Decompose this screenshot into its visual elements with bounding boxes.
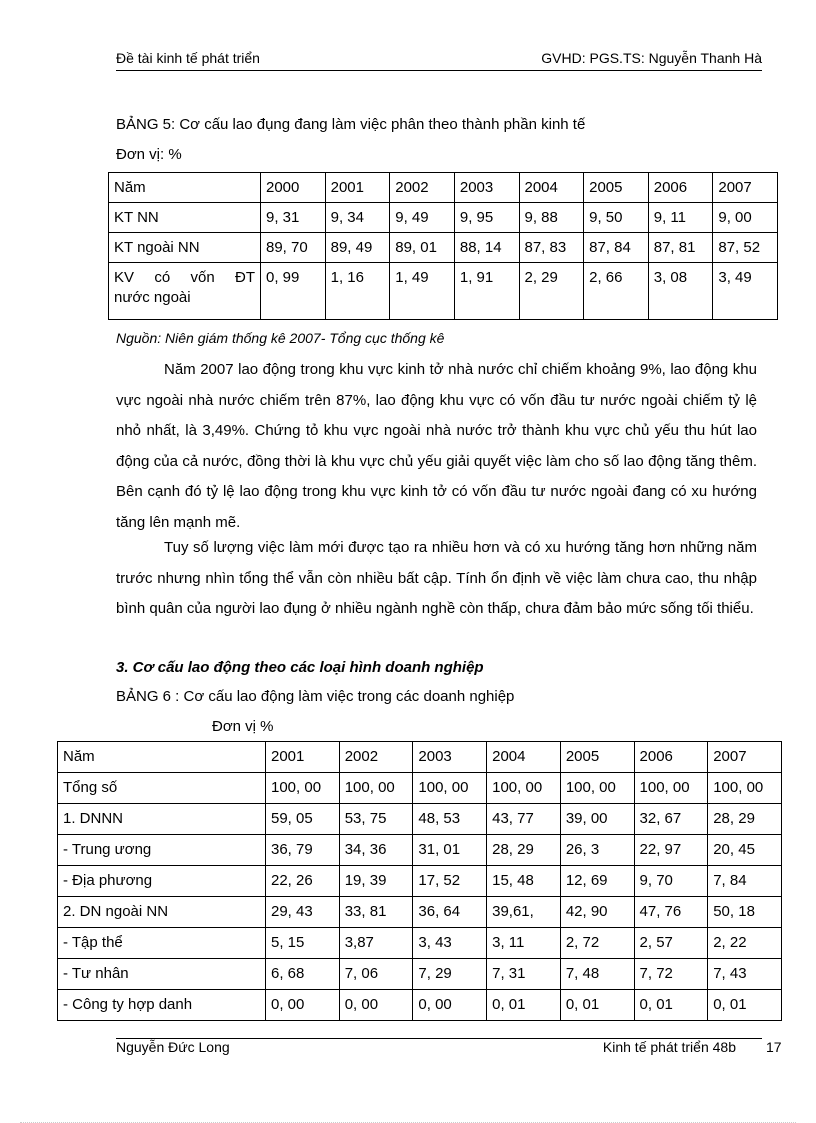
table-cell: 47, 76 [634,897,708,928]
table-cell: 2001 [266,742,340,773]
table-row [58,835,782,866]
table-row [58,773,782,804]
table-cell: 3, 43 [413,928,487,959]
table-row [58,959,782,990]
table5 [108,172,778,320]
page-footer [116,1038,782,1059]
table-cell: 9, 95 [454,203,519,233]
table-cell: 3, 08 [648,263,713,320]
table-cell: 6, 68 [266,959,340,990]
paragraph-1: Năm 2007 lao động trong khu vực kinh tở nhà nước chỉ chiếm khoảng 9%, lao động khu vực ngoài nhà nước chiếm trên 87%, lao động khu vực có vốn đầu tư nước ngoài chiếm tỷ lệ nhỏ nhất, là 3,49%. Chứng tỏ khu vực ngoài nhà nước trở thành khu vực chủ yếu thu hút lao động của cả nước, đồng thời là khu vực chủ yếu giải quyết việc làm cho số lao động tăng thêm. Bên cạnh đó tỷ lệ lao động trong khu vực kinh tở có vốn đầu tư nước ngoài đang có xu hướng tăng lên mạnh mẽ. [116,361,757,531]
table-cell: 48, 53 [413,804,487,835]
table-cell: 39,61, [487,897,561,928]
table-cell: 34, 36 [339,835,413,866]
table-cell: 1, 16 [325,263,390,320]
table-cell: 2002 [339,742,413,773]
table-cell: 2005 [560,742,634,773]
table-cell: 33, 81 [339,897,413,928]
table-header-row [58,742,782,773]
table-cell: 100, 00 [634,773,708,804]
table-row [109,233,778,263]
table-cell: 42, 90 [560,897,634,928]
table-cell: 19, 39 [339,866,413,897]
table-cell: 2002 [390,173,455,203]
footer-author: Nguyễn Đức Long [116,1039,230,1055]
table-row [58,928,782,959]
table-cell: 0, 99 [261,263,326,320]
table5-caption: BẢNG 5: Cơ cấu lao đụng đang làm việc phân theo thành phần kinh tế [116,116,586,133]
table-cell: - Địa phương [58,866,266,897]
label-word: vốn [190,269,215,286]
table-cell: 1, 49 [390,263,455,320]
table5-source: Nguồn: Niên giám thống kê 2007- Tổng cục thống kê [116,330,445,346]
table-cell: 22, 26 [266,866,340,897]
header-title: Đề tài kinh tế phát triển [116,50,260,66]
table-cell: 3, 49 [713,263,778,320]
table-cell: 2, 72 [560,928,634,959]
table-cell: 2003 [413,742,487,773]
footer-course: Kinh tế phát triển 48b [602,1039,736,1055]
table-cell: 88, 14 [454,233,519,263]
table-cell: 87, 83 [519,233,584,263]
table-cell: 0, 01 [708,990,782,1021]
table-cell: KT NN [109,203,261,233]
table-cell: 87, 52 [713,233,778,263]
table-row [58,804,782,835]
table-cell: 9, 00 [713,203,778,233]
table-cell: 32, 67 [634,804,708,835]
table-cell: 28, 29 [708,804,782,835]
label-word: ĐT [234,269,255,286]
table-cell: 7, 84 [708,866,782,897]
table-cell: 100, 00 [708,773,782,804]
table-cell: 87, 84 [584,233,649,263]
section-heading: 3. Cơ cấu lao động theo các loại hình doanh nghiệp [116,659,484,676]
table-cell: 9, 49 [390,203,455,233]
table-cell: 100, 00 [339,773,413,804]
table-cell: - Trung ương [58,835,266,866]
table-cell: 100, 00 [413,773,487,804]
table-cell: 1. DNNN [58,804,266,835]
table-cell: Năm [58,742,266,773]
table-cell: 2. DN ngoài NN [58,897,266,928]
table-cell: - Công ty hợp danh [58,990,266,1021]
table-cell: 3, 11 [487,928,561,959]
table-cell: 100, 00 [560,773,634,804]
page-number: 17 [766,1039,782,1055]
table-cell: 2006 [648,173,713,203]
table-cell: 2003 [454,173,519,203]
table-cell: 89, 49 [325,233,390,263]
table-cell: 89, 70 [261,233,326,263]
table-cell: 43, 77 [487,804,561,835]
table-cell: 0, 01 [634,990,708,1021]
table-cell: Năm [109,173,261,203]
table-cell: 9, 31 [261,203,326,233]
fdi-label-line1 [114,268,255,288]
table-cell: 59, 05 [266,804,340,835]
table-row [58,897,782,928]
table-cell: 2000 [261,173,326,203]
table-cell: 7, 48 [560,959,634,990]
table-cell: 100, 00 [487,773,561,804]
fdi-label-line2: nước ngoài [114,289,191,306]
table-cell: 31, 01 [413,835,487,866]
table-cell: 3,87 [339,928,413,959]
table-cell: 0, 01 [560,990,634,1021]
label-word: có [154,269,171,286]
table-header-row [109,173,778,203]
table-cell: 2004 [519,173,584,203]
table-cell: 9, 34 [325,203,390,233]
table-cell: 50, 18 [708,897,782,928]
table-cell: 2005 [584,173,649,203]
table-cell: 39, 00 [560,804,634,835]
table-cell: 2001 [325,173,390,203]
header-advisor: GVHD: PGS.TS: Nguyễn Thanh Hà [541,50,762,66]
page-header [116,50,762,71]
label-word: KV [114,269,135,286]
table-cell: 9, 70 [634,866,708,897]
table-cell: 36, 79 [266,835,340,866]
table-cell: 29, 43 [266,897,340,928]
table-cell: 7, 31 [487,959,561,990]
table-cell: 2, 66 [584,263,649,320]
table-cell: 2004 [487,742,561,773]
table-cell: 36, 64 [413,897,487,928]
table-cell: 0, 00 [413,990,487,1021]
table-cell: 7, 29 [413,959,487,990]
table-cell: 7, 72 [634,959,708,990]
table-cell: 0, 00 [266,990,340,1021]
table-cell-fdi-label [109,263,261,320]
table-cell: 2007 [713,173,778,203]
table-cell: 15, 48 [487,866,561,897]
table-cell: 0, 01 [487,990,561,1021]
table-cell: 2, 57 [634,928,708,959]
table-cell: 0, 00 [339,990,413,1021]
table-cell: 9, 50 [584,203,649,233]
table-cell: 22, 97 [634,835,708,866]
table-cell: 7, 43 [708,959,782,990]
table-cell: 26, 3 [560,835,634,866]
table-cell: Tổng số [58,773,266,804]
table-cell: 2, 22 [708,928,782,959]
table5-unit: Đơn vị: % [116,146,182,163]
table-cell: 87, 81 [648,233,713,263]
table-cell: 5, 15 [266,928,340,959]
table-row [109,203,778,233]
table-cell: - Tập thể [58,928,266,959]
table-cell: 12, 69 [560,866,634,897]
paragraph-2: Tuy số lượng việc làm mới được tạo ra nhiều hơn và có xu hướng tăng hơn những năm trước nhưng nhìn tổng thể vẫn còn nhiều bất cập. Tính ổn định về việc làm chưa cao, thu nhập bình quân của người lao đụng ở nhiều ngành nghề còn thấp, chưa đảm bảo mức sống tối thiểu. [116,539,757,617]
table-cell: 89, 01 [390,233,455,263]
table-cell: 9, 88 [519,203,584,233]
table-cell: 9, 11 [648,203,713,233]
table6-caption: BẢNG 6 : Cơ cấu lao động làm việc trong các doanh nghiệp [116,688,515,705]
table-cell: 53, 75 [339,804,413,835]
table-cell: 100, 00 [266,773,340,804]
table-cell: KT ngoài NN [109,233,261,263]
table-cell: 28, 29 [487,835,561,866]
table-cell: 7, 06 [339,959,413,990]
table-cell: 2007 [708,742,782,773]
table-row [109,263,778,320]
table6 [57,741,782,1021]
table-cell: 2, 29 [519,263,584,320]
table-cell: 1, 91 [454,263,519,320]
table-cell: 2006 [634,742,708,773]
table-row [58,990,782,1021]
table-cell: 17, 52 [413,866,487,897]
table-cell: 20, 45 [708,835,782,866]
table-cell: - Tư nhân [58,959,266,990]
table6-unit: Đơn vị % [212,718,274,735]
table-row [58,866,782,897]
